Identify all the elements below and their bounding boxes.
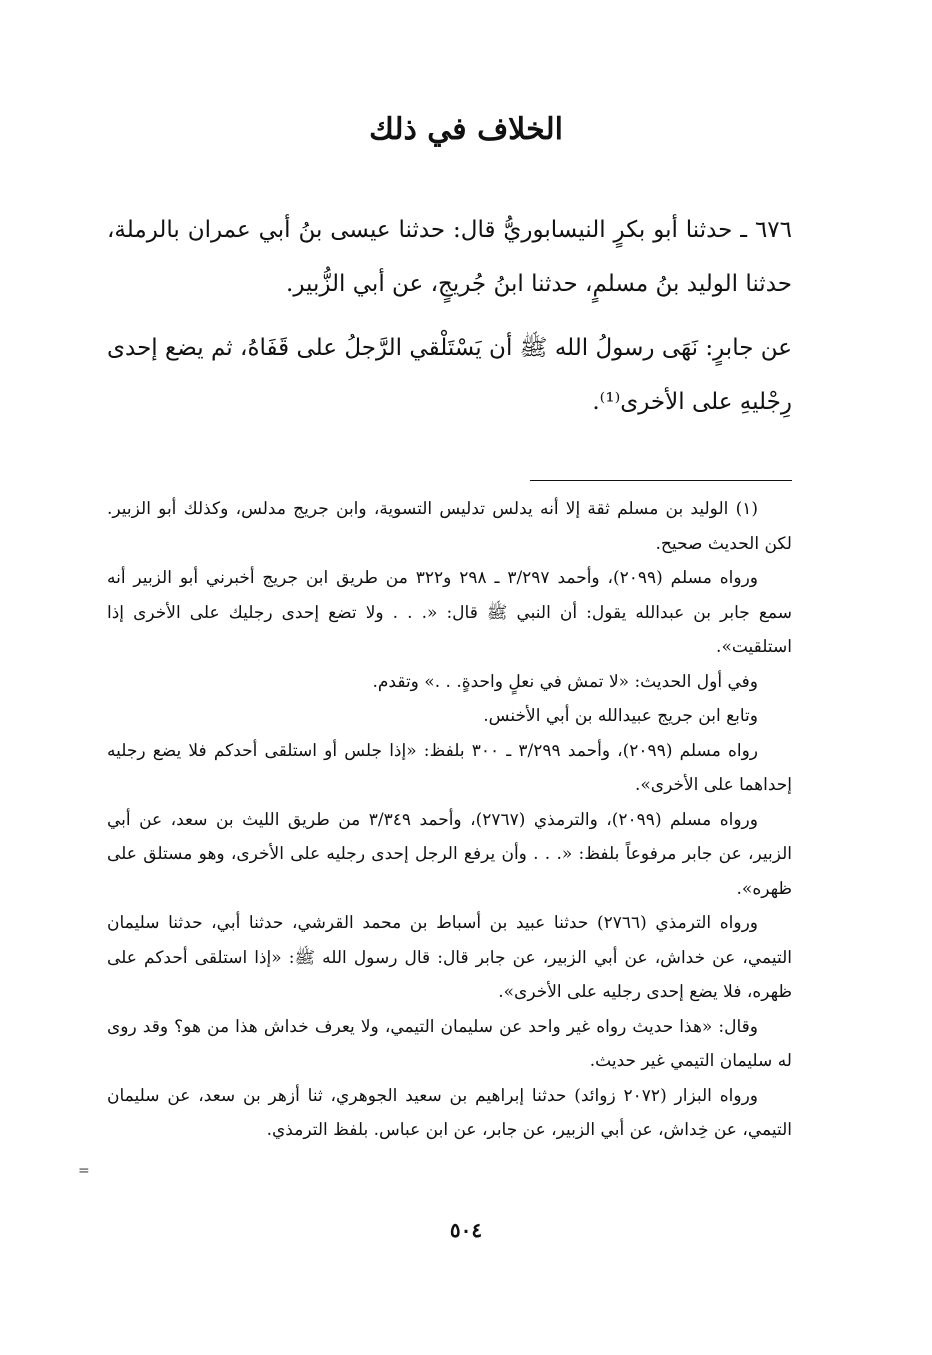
- footnote-paragraph: ورواه مسلم (٢٠٩٩)، وأحمد ٣/٢٩٧ ـ ٢٩٨ و٣٢٢ من طريق ابن جريج أخبرني أبو الزبير أنه سمع جابر بن عبدالله يقول: أن النبي ﷺ قال: «. . . ولا تضع إحدى رجليك على الأخرى إذا استلقيت».: [107, 568, 792, 657]
- footnote-paragraph: ورواه البزار (٢٠٧٢ زوائد) حدثنا إبراهيم بن سعيد الجوهري، ثنا أزهر بن سعد، عن سليمان التيمي، عن خِداش، عن أبي الزبير، عن جابر، عن ابن عباس. بلفظ الترمذي.: [107, 1085, 792, 1140]
- footnote-paragraph: وقال: «هذا حديث رواه غير واحد عن سليمان التيمي، ولا يعرف خداش هذا من هو؟ وقد روى له سليمان التيمي غير حديث.: [107, 1016, 792, 1071]
- footnote-paragraph: وفي أول الحديث: «لا تمش في نعلٍ واحدةٍ. . .» وتقدم.: [372, 671, 758, 692]
- footnote-paragraph: (١) الوليد بن مسلم ثقة إلا أنه يدلس تدليس التسوية، وابن جريج مدلس، وكذلك أبو الزبير. لكن الحديث صحيح.: [107, 499, 792, 554]
- section-title: الخلاف في ذلك: [369, 112, 563, 147]
- footnote-paragraph: رواه مسلم (٢٠٩٩)، وأحمد ٣/٢٩٩ ـ ٣٠٠ بلفظ: «إذا جلس أو استلقى أحدكم فلا يضع رجليه إحداهما على الأخرى».: [107, 740, 792, 795]
- footnote-paragraph: وتابع ابن جريج عبيدالله بن أبي الأخنس.: [483, 706, 758, 726]
- footnote-separator: [530, 480, 792, 481]
- main-text: [107, 203, 792, 439]
- footnote-paragraph: ورواه الترمذي (٢٧٦٦) حدثنا عبيد بن أسباط بن محمد القرشي، حدثنا أبي، حدثنا سليمان التيمي، عن خداش، عن أبي الزبير، عن جابر قال: قال رسول الله ﷺ: «إذا استلقى أحدكم على ظهره، فلا يضع إحدى رجليه على الأخرى».: [107, 913, 792, 1002]
- page-number: ٥٠٤: [449, 1218, 483, 1242]
- hadith-text-paragraph: عن جابرٍ: نَهَى رسولُ الله ﷺ أن يَسْتَلْقي الرَّجلُ على قَفَاهُ، ثم يضع إحدى رِجْليهِ على الأخرى⁽¹⁾.: [107, 335, 792, 415]
- footnote-paragraph: ورواه مسلم (٢٠٩٩)، والترمذي (٢٧٦٧)، وأحمد ٣/٣٤٩ من طريق الليث بن سعد، عن أبي الزبير، عن جابر مرفوعاً بلفظ: «. . . وأن يرفع الرجل إحدى رجليه على الأخرى، وهو مستلق على ظهره».: [107, 809, 792, 899]
- hadith-chain-paragraph: ٦٧٦ ـ حدثنا أبو بكرٍ النيسابوريُّ قال: حدثنا عيسى بنُ أبي عمران بالرملة، حدثنا الوليد بنُ مسلمٍ، حدثنا ابنُ جُريجٍ، عن أبي الزُّبير.: [107, 217, 792, 297]
- margin-mark: =: [78, 1163, 90, 1179]
- footnotes: [107, 492, 792, 1148]
